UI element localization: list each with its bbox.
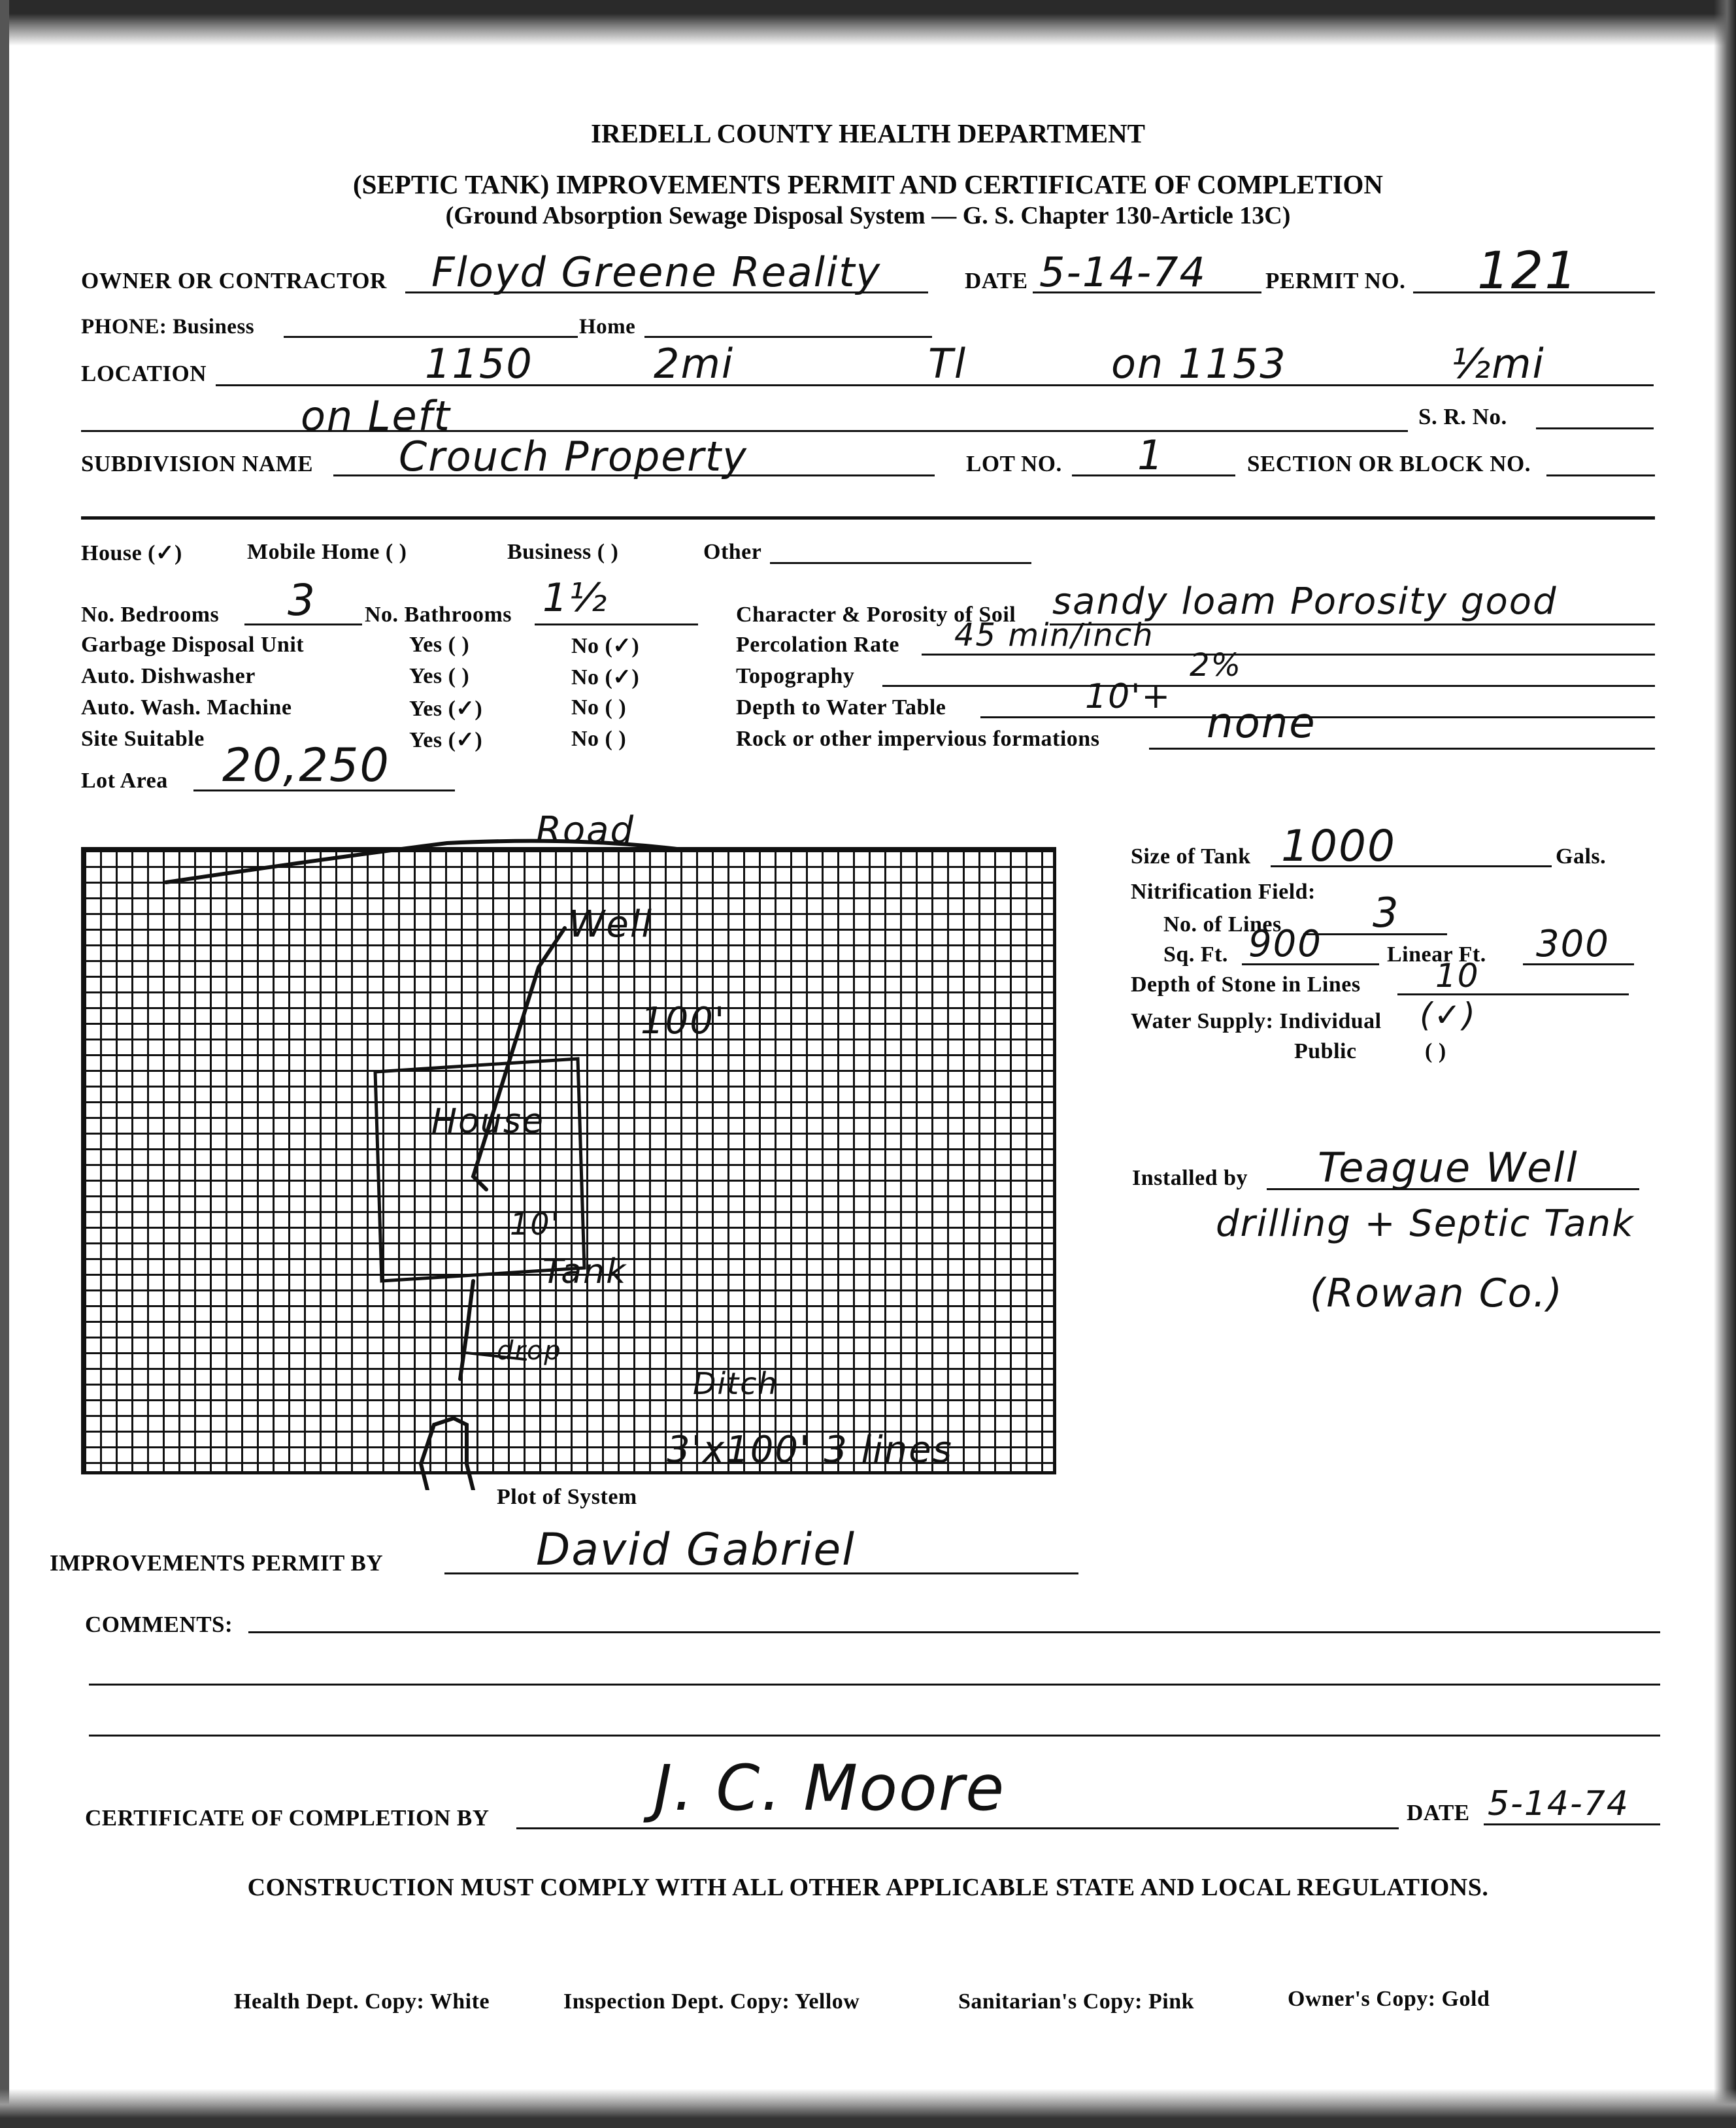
location-part-1: 1150 [425, 340, 533, 388]
wash-machine-no: No ( ) [571, 695, 627, 720]
tank-size-label: Size of Tank [1131, 844, 1251, 869]
department-title: IREDELL COUNTY HEALTH DEPARTMENT [591, 118, 1145, 148]
tank-gals-label: Gals. [1556, 844, 1607, 869]
location-line-2: on Left [301, 392, 451, 440]
comments-label: COMMENTS: [85, 1612, 233, 1637]
linear-value: 300 [1536, 923, 1610, 965]
other-option: Other [703, 540, 762, 564]
stone-depth-label: Depth of Stone in Lines [1131, 973, 1361, 997]
improvements-permit-label: IMPROVEMENTS PERMIT BY [50, 1550, 384, 1576]
plot-caption: Plot of System [497, 1485, 637, 1509]
scan-border-left [0, 0, 9, 2128]
location-label: LOCATION [81, 361, 207, 386]
form-subtitle: (Ground Absorption Sewage Disposal System — G. S. Chapter 130-Article 13C) [445, 202, 1291, 229]
lines-label: No. of Lines [1163, 912, 1282, 937]
certificate-date-value: 5-14-74 [1488, 1784, 1629, 1823]
wash-machine-label: Auto. Wash. Machine [81, 695, 292, 720]
copy-sanitarian: Sanitarian's Copy: Pink [958, 1989, 1195, 2014]
phone-home-label: Home [579, 315, 636, 339]
plot-tank-label: Tank [542, 1252, 627, 1291]
garbage-disposal-label: Garbage Disposal Unit [81, 633, 305, 657]
dishwasher-label: Auto. Dishwasher [81, 664, 256, 688]
plot-house-label: House [431, 1102, 544, 1141]
location-part-2: 2mi [654, 340, 735, 388]
lot-area-value: 20,250 [222, 739, 390, 792]
location-part-3: Tl [928, 340, 967, 388]
plot-road-label: Road [536, 809, 635, 852]
subdivision-label: SUBDIVISION NAME [81, 451, 314, 476]
bedrooms-value: 3 [288, 575, 316, 625]
bedrooms-label: No. Bedrooms [81, 603, 220, 627]
installed-by-label: Installed by [1132, 1166, 1248, 1190]
water-supply-label: Water Supply: Individual [1131, 1009, 1382, 1033]
date-label: DATE [965, 268, 1028, 293]
rock-label: Rock or other impervious formations [736, 727, 1100, 751]
stone-depth-value: 10 [1435, 957, 1480, 995]
lot-no-value: 1 [1137, 431, 1165, 479]
plot-distance-10: 10' [510, 1206, 561, 1242]
owner-value: Floyd Greene Reality [431, 248, 882, 296]
nitrification-label: Nitrification Field: [1131, 880, 1316, 904]
topography-label: Topography [736, 664, 855, 688]
scan-border-right [1714, 0, 1736, 2128]
certificate-signature: J. C. Moore [654, 1752, 1006, 1825]
owner-label: OWNER OR CONTRACTOR [81, 268, 387, 293]
wash-machine-yes: Yes (✓) [409, 697, 483, 721]
water-public-label: Public [1294, 1039, 1357, 1063]
copy-health-dept: Health Dept. Copy: White [234, 1989, 490, 2014]
soil-character-label: Character & Porosity of Soil [736, 603, 1016, 627]
improvements-permit-value: David Gabriel [536, 1524, 856, 1576]
phone-business-label: PHONE: Business [81, 315, 255, 339]
plot-drop-label: drop [497, 1336, 562, 1366]
bathrooms-value: 1½ [542, 575, 609, 621]
installer-line-3: (Rowan Co.) [1310, 1271, 1563, 1316]
percolation-value: 45 min/inch [954, 617, 1154, 654]
site-suitable-label: Site Suitable [81, 727, 205, 751]
water-public-value: ( ) [1425, 1039, 1446, 1063]
house-option: House (✓) [81, 541, 182, 565]
lot-area-label: Lot Area [81, 769, 168, 793]
sqft-value: 900 [1248, 923, 1322, 965]
lot-no-label: LOT NO. [966, 451, 1062, 476]
sqft-label: Sq. Ft. [1163, 942, 1228, 967]
rock-value: none [1207, 699, 1316, 748]
plot-lines-note: 3'x100' 3 lines [667, 1429, 953, 1471]
garbage-disposal-yes: Yes ( ) [409, 633, 470, 657]
business-option: Business ( ) [507, 540, 619, 564]
form-title: (SEPTIC TANK) IMPROVEMENTS PERMIT AND CERTIFICATE OF COMPLETION [352, 169, 1384, 199]
garbage-disposal-no: No (✓) [571, 634, 640, 658]
water-individual-value: (✓) [1420, 996, 1477, 1034]
dishwasher-no: No (✓) [571, 665, 640, 690]
copy-inspection-dept: Inspection Dept. Copy: Yellow [563, 1989, 860, 2014]
lines-value: 3 [1373, 889, 1400, 937]
mobile-home-option: Mobile Home ( ) [247, 540, 407, 564]
permit-label: PERMIT NO. [1265, 268, 1406, 293]
bathrooms-label: No. Bathrooms [365, 603, 512, 627]
tank-size-value: 1000 [1281, 821, 1396, 871]
subdivision-value: Crouch Property [399, 433, 748, 480]
site-suitable-yes: Yes (✓) [409, 728, 483, 752]
topography-value: 2% [1190, 647, 1243, 684]
soil-character-value: sandy loam Porosity good [1052, 580, 1558, 623]
water-table-value: 10'+ [1085, 677, 1172, 716]
scan-border-top [0, 0, 1736, 46]
copy-owner: Owner's Copy: Gold [1288, 1987, 1490, 2011]
plot-ditch-label: Ditch [693, 1366, 778, 1401]
date-value: 5-14-74 [1039, 248, 1207, 296]
installer-line-1: Teague Well [1318, 1144, 1578, 1191]
sr-no-label: S. R. No. [1418, 404, 1507, 429]
certificate-date-label: DATE [1407, 1800, 1470, 1825]
permit-value: 121 [1477, 242, 1578, 301]
percolation-label: Percolation Rate [736, 633, 900, 657]
site-suitable-no: No ( ) [571, 727, 627, 751]
compliance-notice: CONSTRUCTION MUST COMPLY WITH ALL OTHER APPLICABLE STATE AND LOCAL REGULATIONS. [247, 1874, 1489, 1901]
dishwasher-yes: Yes ( ) [409, 664, 470, 688]
water-table-label: Depth to Water Table [736, 695, 946, 720]
section-block-label: SECTION OR BLOCK NO. [1247, 451, 1531, 476]
plot-distance-100: 100' [641, 1000, 726, 1042]
certificate-label: CERTIFICATE OF COMPLETION BY [85, 1805, 490, 1831]
plot-well-label: Well [569, 903, 653, 946]
linear-label: Linear Ft. [1387, 942, 1486, 967]
location-part-4: on 1153 [1111, 340, 1287, 388]
installer-line-2: drilling + Septic Tank [1216, 1203, 1635, 1245]
scan-border-bottom [0, 2089, 1736, 2128]
location-part-5: ½mi [1451, 340, 1545, 388]
